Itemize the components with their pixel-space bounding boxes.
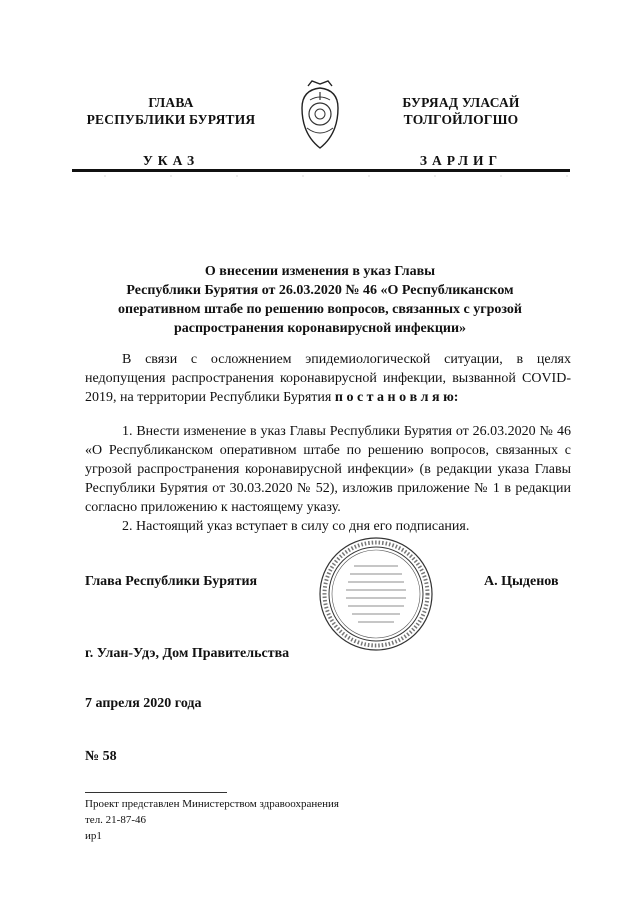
signature-position: Глава Республики Бурятия	[85, 574, 258, 589]
place-of-signing: г. Улан-Удэ, Дом Правительства	[85, 646, 290, 661]
header-right-title: ЗАРЛИГ	[419, 153, 503, 168]
item-2-paragraph: 2. Настоящий указ вступает в силу со дня его подписания.	[122, 519, 470, 534]
decree-date: 7 апреля 2020 года	[85, 696, 202, 711]
document-title	[85, 262, 555, 338]
header-left-title: УКАЗ	[142, 153, 200, 168]
signature-name: А. Цыденов	[484, 574, 559, 589]
footer-line-1: Проект представлен Министерством здравоохранения	[85, 798, 339, 810]
preamble-paragraph	[85, 350, 571, 407]
title-line-4: распространения коронавирусной инфекции»	[173, 321, 467, 336]
title-line-2: Республики Бурятия от 26.03.2020 № 46 «О Республиканском	[126, 283, 514, 298]
footer-note	[85, 796, 339, 844]
item-1-paragraph: 1. Внести изменение в указ Главы Республики Бурятия от 26.03.2020 № 46 «О Республиканском оперативном штабе по решению вопросов, связанных с угрозой распространения коронавирусной инфекции» (в редакции указа Главы Республики Бурятия от 30.03.2020 № 52), изложив приложение № 1 в редакции согласно приложению к настоящему указу.	[85, 424, 571, 515]
coat-of-arms-icon	[298, 78, 342, 150]
footer-line-3: ир1	[85, 830, 102, 842]
header-left-line2: РЕСПУБЛИКИ БУРЯТИЯ	[86, 112, 256, 127]
decree-number: № 58	[85, 749, 117, 764]
footer-line-2: тел. 21-87-46	[85, 814, 147, 826]
header-dotted-line	[72, 174, 570, 178]
header-divider	[72, 169, 570, 172]
header-right-line2: ТОЛГОЙЛОГШО	[403, 112, 519, 127]
preamble-text: В связи с осложнением эпидемиологической ситуации, в целях недопущения распространения коронавирусной инфекции, вызванной COVID-2019, на территории Республики Бурятия	[85, 352, 571, 405]
header-left-block	[85, 94, 257, 169]
title-line-3: оперативном штабе по решению вопросов, связанных с угрозой	[118, 302, 522, 317]
footer-divider	[85, 792, 227, 793]
header-left-line1: ГЛАВА	[148, 95, 194, 110]
title-line-1: О внесении изменения в указ Главы	[204, 264, 436, 279]
header-right-block	[386, 94, 536, 169]
header-right-line1: БУРЯАД УЛАСАЙ	[402, 95, 520, 110]
round-stamp-icon	[318, 536, 434, 652]
preamble-decree-word: п о с т а н о в л я ю:	[334, 390, 459, 405]
